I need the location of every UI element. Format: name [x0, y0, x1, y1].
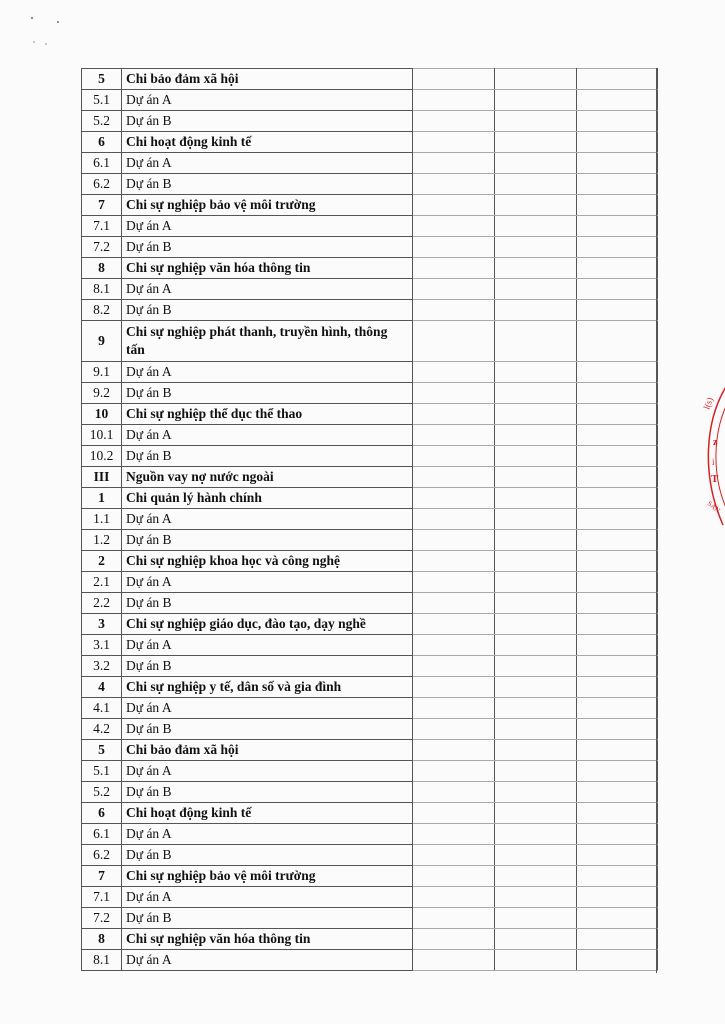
- row-number: 6.2: [82, 174, 122, 195]
- row-number: 1.1: [82, 509, 122, 530]
- table-row: [82, 929, 658, 950]
- value-cell-empty: [413, 845, 495, 866]
- row-name: Dự án B: [122, 593, 413, 614]
- row-name: Dự án A: [122, 153, 413, 174]
- value-cell-empty: [495, 719, 577, 740]
- value-cell-empty: [577, 258, 658, 279]
- value-cell-empty: [577, 740, 658, 761]
- value-cell-empty: [577, 195, 658, 216]
- value-cell-empty: [577, 488, 658, 509]
- table-row: [82, 635, 658, 656]
- value-cell-empty: [413, 509, 495, 530]
- row-number: 5: [82, 69, 122, 90]
- row-name: Dự án B: [122, 383, 413, 404]
- value-cell-empty: [495, 174, 577, 195]
- scan-specks: [20, 12, 80, 52]
- value-cell-empty: [495, 446, 577, 467]
- row-name: Chi bảo đảm xã hội: [122, 740, 413, 761]
- value-cell-empty: [495, 635, 577, 656]
- value-cell-empty: [413, 677, 495, 698]
- row-name: Chi hoạt động kinh tế: [122, 132, 413, 153]
- table-row: [82, 950, 658, 971]
- value-cell-empty: [495, 530, 577, 551]
- table-row: [82, 69, 658, 90]
- row-number: 8.1: [82, 950, 122, 971]
- row-number: 10.1: [82, 425, 122, 446]
- value-cell-empty: [577, 279, 658, 300]
- value-cell-empty: [495, 929, 577, 950]
- value-cell-empty: [413, 467, 495, 488]
- value-cell-empty: [413, 446, 495, 467]
- value-cell-empty: [495, 740, 577, 761]
- value-cell-empty: [577, 761, 658, 782]
- value-cell-empty: [577, 698, 658, 719]
- value-cell-empty: [413, 425, 495, 446]
- value-cell-empty: [413, 90, 495, 111]
- row-name: Dự án A: [122, 572, 413, 593]
- value-cell-empty: [495, 572, 577, 593]
- value-cell-empty: [495, 383, 577, 404]
- row-name: Dự án B: [122, 719, 413, 740]
- value-cell-empty: [413, 279, 495, 300]
- table-row: [82, 132, 658, 153]
- value-cell-empty: [495, 425, 577, 446]
- value-cell-empty: [413, 321, 495, 362]
- row-name: Dự án A: [122, 887, 413, 908]
- value-cell-empty: [495, 908, 577, 929]
- row-name: Dự án B: [122, 656, 413, 677]
- value-cell-empty: [577, 551, 658, 572]
- budget-table: [81, 68, 658, 971]
- value-cell-empty: [495, 195, 577, 216]
- row-name: Chi sự nghiệp phát thanh, truyền hình, thông tấn: [122, 321, 413, 362]
- row-name: Dự án B: [122, 174, 413, 195]
- table-row: [82, 698, 658, 719]
- row-number: 8: [82, 258, 122, 279]
- value-cell-empty: [413, 782, 495, 803]
- row-name: Chi sự nghiệp giáo dục, đào tạo, dạy nghề: [122, 614, 413, 635]
- row-name: Dự án B: [122, 908, 413, 929]
- value-cell-empty: [577, 446, 658, 467]
- value-cell-empty: [413, 174, 495, 195]
- row-number: 7.2: [82, 237, 122, 258]
- value-cell-empty: [577, 216, 658, 237]
- value-cell-empty: [495, 677, 577, 698]
- value-cell-empty: [495, 698, 577, 719]
- row-name: Dự án A: [122, 950, 413, 971]
- row-name: Dự án B: [122, 530, 413, 551]
- table-row: [82, 908, 658, 929]
- row-number: 8.1: [82, 279, 122, 300]
- value-cell-empty: [495, 866, 577, 887]
- value-cell-empty: [495, 153, 577, 174]
- value-cell-empty: [413, 488, 495, 509]
- value-cell-empty: [413, 656, 495, 677]
- value-cell-empty: [495, 404, 577, 425]
- row-name: Dự án A: [122, 279, 413, 300]
- table-row: [82, 782, 658, 803]
- row-number: 10: [82, 404, 122, 425]
- value-cell-empty: [577, 69, 658, 90]
- value-cell-empty: [495, 950, 577, 971]
- value-cell-empty: [413, 719, 495, 740]
- table-row: [82, 174, 658, 195]
- value-cell-empty: [577, 593, 658, 614]
- row-name: Dự án B: [122, 237, 413, 258]
- value-cell-empty: [413, 698, 495, 719]
- row-number: 9.2: [82, 383, 122, 404]
- svg-text:z: z: [713, 437, 718, 448]
- value-cell-empty: [495, 551, 577, 572]
- value-cell-empty: [495, 216, 577, 237]
- value-cell-empty: [577, 929, 658, 950]
- value-cell-empty: [413, 237, 495, 258]
- value-cell-empty: [495, 111, 577, 132]
- table-row: [82, 677, 658, 698]
- value-cell-empty: [577, 782, 658, 803]
- row-name: Dự án B: [122, 300, 413, 321]
- table-row: [82, 425, 658, 446]
- value-cell-empty: [413, 258, 495, 279]
- row-number: 1: [82, 488, 122, 509]
- row-number: 1.2: [82, 530, 122, 551]
- value-cell-empty: [413, 383, 495, 404]
- table-row: [82, 195, 658, 216]
- value-cell-empty: [495, 321, 577, 362]
- row-number: 7: [82, 866, 122, 887]
- row-name: Chi quản lý hành chính: [122, 488, 413, 509]
- value-cell-empty: [413, 216, 495, 237]
- table-row: [82, 824, 658, 845]
- table-row: [82, 509, 658, 530]
- value-cell-empty: [577, 803, 658, 824]
- value-cell-empty: [413, 803, 495, 824]
- value-cell-empty: [413, 362, 495, 383]
- value-cell-empty: [413, 572, 495, 593]
- value-cell-empty: [577, 530, 658, 551]
- value-cell-empty: [577, 362, 658, 383]
- value-cell-empty: [577, 950, 658, 971]
- row-number: 7.1: [82, 887, 122, 908]
- value-cell-empty: [577, 321, 658, 362]
- value-cell-empty: [577, 908, 658, 929]
- row-name: Dự án A: [122, 761, 413, 782]
- value-cell-empty: [577, 300, 658, 321]
- value-cell-empty: [577, 824, 658, 845]
- value-cell-empty: [495, 488, 577, 509]
- value-cell-empty: [577, 866, 658, 887]
- value-cell-empty: [413, 908, 495, 929]
- value-cell-empty: [413, 761, 495, 782]
- row-number: 9.1: [82, 362, 122, 383]
- value-cell-empty: [413, 929, 495, 950]
- row-number: 2.1: [82, 572, 122, 593]
- row-name: Nguồn vay nợ nước ngoài: [122, 467, 413, 488]
- value-cell-empty: [495, 279, 577, 300]
- row-name: Dự án B: [122, 111, 413, 132]
- table-row: [82, 488, 658, 509]
- value-cell-empty: [577, 111, 658, 132]
- value-cell-empty: [413, 635, 495, 656]
- table-row: [82, 740, 658, 761]
- value-cell-empty: [577, 132, 658, 153]
- row-number: 7.1: [82, 216, 122, 237]
- value-cell-empty: [577, 425, 658, 446]
- svg-text:SAN: SAN: [705, 499, 722, 515]
- table-row: [82, 300, 658, 321]
- value-cell-empty: [577, 404, 658, 425]
- table-row: [82, 572, 658, 593]
- row-number: 3.1: [82, 635, 122, 656]
- table-row: [82, 216, 658, 237]
- row-name: Dự án A: [122, 509, 413, 530]
- value-cell-empty: [495, 887, 577, 908]
- table-row: [82, 90, 658, 111]
- value-cell-empty: [577, 656, 658, 677]
- value-cell-empty: [495, 803, 577, 824]
- row-number: 7: [82, 195, 122, 216]
- row-number: 5.2: [82, 111, 122, 132]
- row-name: Chi sự nghiệp khoa học và công nghệ: [122, 551, 413, 572]
- table-row: [82, 404, 658, 425]
- value-cell-empty: [495, 258, 577, 279]
- row-name: Dự án B: [122, 782, 413, 803]
- table-row: [82, 321, 658, 362]
- row-number: 2: [82, 551, 122, 572]
- value-cell-empty: [577, 677, 658, 698]
- value-cell-empty: [413, 530, 495, 551]
- value-cell-empty: [495, 845, 577, 866]
- row-number: 3: [82, 614, 122, 635]
- value-cell-empty: [413, 887, 495, 908]
- value-cell-empty: [413, 614, 495, 635]
- row-name: Dự án A: [122, 90, 413, 111]
- value-cell-empty: [413, 950, 495, 971]
- svg-text:i: i: [712, 457, 715, 467]
- row-name: Chi sự nghiệp y tế, dân số và gia đình: [122, 677, 413, 698]
- value-cell-empty: [413, 593, 495, 614]
- row-name: Dự án B: [122, 446, 413, 467]
- table-row: [82, 153, 658, 174]
- row-number: 4: [82, 677, 122, 698]
- value-cell-empty: [495, 467, 577, 488]
- table-right-edge: [656, 68, 657, 973]
- budget-table-body: [82, 69, 658, 971]
- red-stamp-fragment: [695, 380, 725, 530]
- table-row: [82, 866, 658, 887]
- row-name: Dự án A: [122, 698, 413, 719]
- value-cell-empty: [495, 132, 577, 153]
- value-cell-empty: [577, 887, 658, 908]
- table-row: [82, 530, 658, 551]
- value-cell-empty: [577, 635, 658, 656]
- value-cell-empty: [577, 719, 658, 740]
- table-row: [82, 258, 658, 279]
- value-cell-empty: [413, 153, 495, 174]
- table-row: [82, 845, 658, 866]
- row-number: 6.1: [82, 824, 122, 845]
- value-cell-empty: [577, 90, 658, 111]
- value-cell-empty: [413, 404, 495, 425]
- table-row: [82, 656, 658, 677]
- table-row: [82, 383, 658, 404]
- row-number: 5.1: [82, 90, 122, 111]
- table-row: [82, 446, 658, 467]
- table-row: [82, 887, 658, 908]
- value-cell-empty: [495, 656, 577, 677]
- value-cell-empty: [413, 824, 495, 845]
- svg-text:l(s): l(s): [701, 395, 715, 411]
- value-cell-empty: [577, 153, 658, 174]
- value-cell-empty: [413, 195, 495, 216]
- row-number: 2.2: [82, 593, 122, 614]
- value-cell-empty: [413, 111, 495, 132]
- value-cell-empty: [495, 761, 577, 782]
- value-cell-empty: [577, 509, 658, 530]
- value-cell-empty: [495, 614, 577, 635]
- value-cell-empty: [413, 69, 495, 90]
- value-cell-empty: [577, 614, 658, 635]
- row-number: 6.1: [82, 153, 122, 174]
- value-cell-empty: [495, 593, 577, 614]
- table-row: [82, 593, 658, 614]
- value-cell-empty: [413, 866, 495, 887]
- row-name: Chi sự nghiệp thể dục thể thao: [122, 404, 413, 425]
- row-number: 6.2: [82, 845, 122, 866]
- row-name: Chi sự nghiệp văn hóa thông tin: [122, 258, 413, 279]
- row-number: 8.2: [82, 300, 122, 321]
- value-cell-empty: [577, 572, 658, 593]
- row-name: Chi bảo đảm xã hội: [122, 69, 413, 90]
- table-row: [82, 467, 658, 488]
- table-row: [82, 761, 658, 782]
- value-cell-empty: [495, 362, 577, 383]
- row-name: Chi sự nghiệp văn hóa thông tin: [122, 929, 413, 950]
- value-cell-empty: [577, 467, 658, 488]
- row-number: 9: [82, 321, 122, 362]
- row-number: 8: [82, 929, 122, 950]
- table-row: [82, 362, 658, 383]
- value-cell-empty: [495, 509, 577, 530]
- row-name: Dự án A: [122, 362, 413, 383]
- table-row: [82, 111, 658, 132]
- value-cell-empty: [577, 383, 658, 404]
- table-row: [82, 719, 658, 740]
- row-number: 4.1: [82, 698, 122, 719]
- value-cell-empty: [413, 740, 495, 761]
- row-name: Dự án A: [122, 824, 413, 845]
- row-name: Chi sự nghiệp bảo vệ môi trường: [122, 866, 413, 887]
- row-name: Chi sự nghiệp bảo vệ môi trường: [122, 195, 413, 216]
- row-number: 4.2: [82, 719, 122, 740]
- row-name: Dự án A: [122, 635, 413, 656]
- value-cell-empty: [413, 551, 495, 572]
- row-number: 7.2: [82, 908, 122, 929]
- row-number: 6: [82, 803, 122, 824]
- table-row: [82, 614, 658, 635]
- table-row: [82, 551, 658, 572]
- row-number: 5: [82, 740, 122, 761]
- value-cell-empty: [413, 132, 495, 153]
- table-row: [82, 279, 658, 300]
- row-number: 6: [82, 132, 122, 153]
- row-number: 5.2: [82, 782, 122, 803]
- value-cell-empty: [577, 845, 658, 866]
- row-name: Dự án A: [122, 425, 413, 446]
- value-cell-empty: [495, 824, 577, 845]
- value-cell-empty: [495, 782, 577, 803]
- value-cell-empty: [413, 300, 495, 321]
- table-row: [82, 237, 658, 258]
- row-number: III: [82, 467, 122, 488]
- row-number: 10.2: [82, 446, 122, 467]
- value-cell-empty: [577, 237, 658, 258]
- value-cell-empty: [495, 90, 577, 111]
- row-name: Chi hoạt động kinh tế: [122, 803, 413, 824]
- svg-text:T: T: [711, 473, 719, 485]
- value-cell-empty: [495, 300, 577, 321]
- row-number: 3.2: [82, 656, 122, 677]
- value-cell-empty: [495, 237, 577, 258]
- value-cell-empty: [495, 69, 577, 90]
- row-number: 5.1: [82, 761, 122, 782]
- row-name: Dự án B: [122, 845, 413, 866]
- table-row: [82, 803, 658, 824]
- row-name: Dự án A: [122, 216, 413, 237]
- value-cell-empty: [577, 174, 658, 195]
